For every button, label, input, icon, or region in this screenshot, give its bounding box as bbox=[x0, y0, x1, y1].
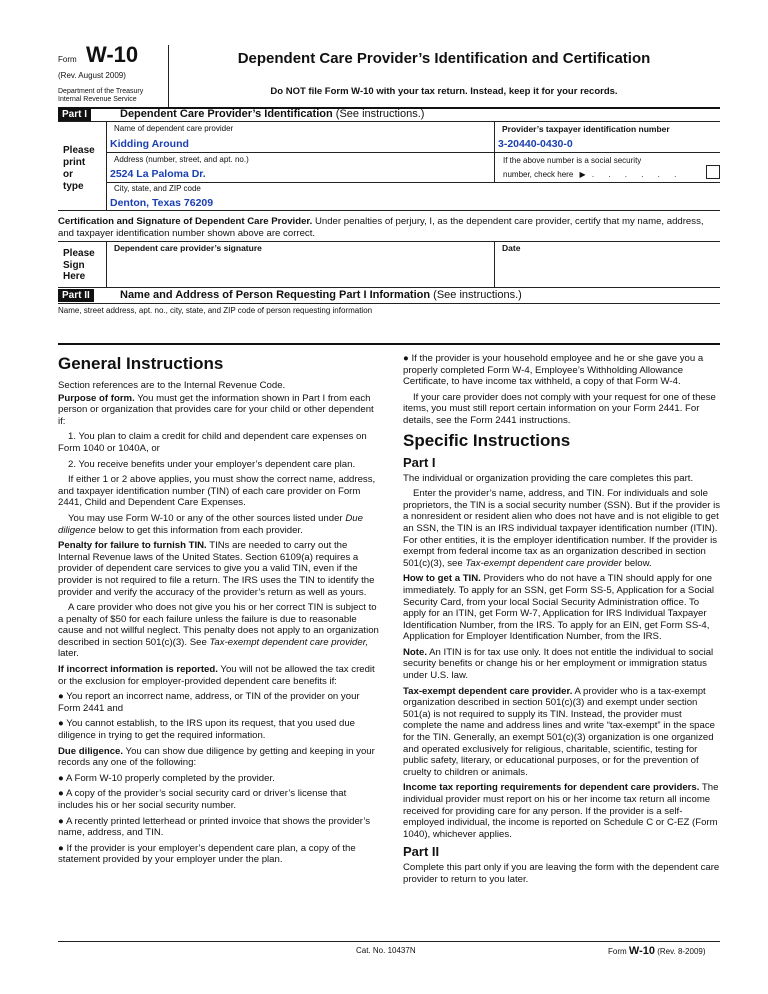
date-column-border bbox=[494, 241, 495, 287]
note-heading: Note. bbox=[403, 646, 427, 658]
date-label: Date bbox=[502, 243, 521, 253]
paragraph-text: below. bbox=[624, 557, 652, 569]
part1-title-note: (See instructions.) bbox=[335, 108, 425, 120]
purpose-heading: Purpose of form. bbox=[58, 392, 135, 404]
arrow-right-icon: ▶ bbox=[579, 170, 586, 179]
form-instruction: Do NOT file Form W-10 with your tax return. Instead, keep it for your records. bbox=[270, 86, 618, 97]
signature-field[interactable] bbox=[108, 256, 492, 286]
bullet-text: A recently printed letterhead or printed invoice that shows the provider’s name, address, and TIN. bbox=[58, 815, 371, 839]
right-instructions-column bbox=[403, 353, 723, 890]
part2-title-note: (See instructions.) bbox=[433, 289, 522, 301]
sign-left-border bbox=[106, 241, 107, 287]
bullet-text: If the provider is your household employee and he or she gave you a properly completed Form W-4, Employee’s Withholding Allowance Certificate, to have income tax withheld, a copy of that Form W-4. bbox=[403, 353, 704, 388]
part2-title-text: Name and Address of Person Requesting Part I Information bbox=[120, 289, 431, 301]
provider-address-field[interactable]: 2524 La Paloma Dr. bbox=[110, 168, 206, 180]
please-print-line: Please bbox=[63, 145, 95, 156]
sign-bottom-rule bbox=[58, 287, 720, 288]
due-diligence-heading: Due diligence. bbox=[58, 745, 124, 757]
certification-heading: Certification and Signature of Dependent Care Provider. bbox=[58, 216, 313, 227]
bullet-text: You report an incorrect name, address, or TIN of the provider on your Form 2441 and bbox=[58, 691, 360, 714]
part1-bottom-rule bbox=[58, 210, 720, 211]
ssn-note-line2 bbox=[503, 170, 682, 179]
please-print-line: print bbox=[63, 157, 86, 168]
incorrect-heading: If incorrect information is reported. bbox=[58, 664, 218, 676]
paragraph: Complete this part only if you are leaving the form with the dependent care provider to return to you later. bbox=[403, 862, 720, 885]
specific-instructions-heading: Specific Instructions bbox=[403, 430, 571, 450]
general-instructions-heading: General Instructions bbox=[58, 354, 224, 373]
paragraph-text: You may use Form W-10 or any of the other sources listed under bbox=[68, 512, 343, 524]
paragraph bbox=[403, 573, 723, 643]
bullet-item: ● You cannot establish, to the IRS upon its request, that you used due diligence in trying to get the required information. bbox=[58, 718, 356, 742]
date-field[interactable] bbox=[498, 256, 718, 286]
bullet-item: ● A copy of the provider’s social security card or driver’s license that includes his or her social security number. bbox=[58, 788, 347, 811]
revision-date: (Rev. August 2009) bbox=[58, 71, 126, 80]
field-rule bbox=[494, 152, 720, 153]
bullet-item: ● A Form W-10 properly completed by the provider. bbox=[58, 772, 275, 784]
footer-form-id bbox=[608, 945, 706, 957]
please-sign-line: Please bbox=[63, 248, 95, 259]
part1-badge: Part I bbox=[58, 108, 91, 121]
part2-title bbox=[120, 289, 522, 301]
paragraph-text: A provider who is a tax-exempt organization described in section 501(c)(3) and exempt under section 501(a) is not required to supply its TIN. Instead, the provider must complete the name and address lines and write “tax-exempt” in the space for the TIN. Generally, an exempt 501(c)(3) organization is one organized and operated exclusively for religious, charitable, scientific, testing for public safety, literary, or educational purposes, or for the prevention of cruelty to children or animals. bbox=[403, 685, 715, 778]
bullet-item: ● If the provider is your employer’s dependent care plan, a copy of the statement provided by your employer under the plan. bbox=[58, 842, 356, 866]
list-item: 1. You plan to claim a credit for child and dependent care expenses on Form 1040 or 1040A, or bbox=[58, 431, 367, 454]
paragraph bbox=[403, 782, 723, 840]
provider-name-field[interactable]: Kidding Around bbox=[110, 138, 189, 150]
agency-line-2: Internal Revenue Service bbox=[58, 96, 137, 103]
provider-city-label: City, state, and ZIP code bbox=[114, 184, 201, 193]
part1-title bbox=[120, 108, 424, 120]
reporting-heading: Income tax reporting requirements for dependent care providers. bbox=[403, 782, 700, 794]
part1-rule bbox=[58, 121, 720, 122]
part2-rule bbox=[58, 303, 720, 304]
left-instructions-column bbox=[58, 352, 380, 870]
part2-instructions-heading: Part II bbox=[403, 844, 440, 860]
part1-title-text: Dependent Care Provider’s Identification bbox=[120, 108, 333, 120]
paragraph-text: below to get this information from each provider. bbox=[98, 524, 303, 536]
footer-form-number: W-10 bbox=[628, 945, 655, 957]
please-print-line: or bbox=[63, 169, 73, 180]
paragraph-italic: Tax-exempt dependent care provider, bbox=[209, 636, 369, 648]
signature-label: Dependent care provider’s signature bbox=[114, 243, 262, 253]
paragraph-text: A care provider who does not give you his or her correct TIN is subject to a penalty of $50 for each failure unless the failure is due to reasonable cause and not willful neglect. This penalty does not apply to an organization described in section 501(c)(3). See bbox=[58, 602, 379, 648]
footer-revision: (Rev. 8-2009) bbox=[657, 947, 706, 956]
bullet-text: If the provider is your employer’s dependent care plan, a copy of the statement provided by your employer under the plan. bbox=[58, 842, 356, 866]
provider-address-label: Address (number, street, and apt. no.) bbox=[114, 155, 249, 164]
please-sign-label bbox=[63, 248, 95, 283]
ssn-checkbox[interactable] bbox=[706, 165, 720, 179]
tin-label: Provider’s taxpayer identification number bbox=[502, 124, 670, 134]
part1-instructions-heading: Part I bbox=[403, 454, 436, 470]
paragraph-text: The individual provider must report on his or her income tax return all income received for providing care for any person. If the provider is a self-employed individual, the income is reported on Schedule C or C-EZ (Form 1040), whichever applies. bbox=[403, 782, 719, 840]
paragraph bbox=[403, 488, 723, 569]
paragraph bbox=[58, 513, 380, 536]
agency-line-1: Department of the Treasury bbox=[58, 88, 144, 95]
part1-left-border bbox=[106, 121, 107, 210]
paragraph-text: You must get the information shown in Part I from each person or organization that provides care for your child or other dependent if: bbox=[58, 392, 374, 427]
footer-form-word: Form bbox=[608, 947, 627, 956]
paragraph-italic: Due diligence bbox=[58, 512, 363, 536]
part2-badge: Part II bbox=[58, 289, 94, 302]
catalog-number: Cat. No. 10437N bbox=[356, 946, 416, 955]
ssn-note-text: number, check here bbox=[503, 170, 574, 179]
certification-text: Under penalties of perjury, I, as the dependent care provider, certify that my name, address, and taxpayer identification number shown above are correct. bbox=[58, 216, 704, 239]
paragraph: The individual or organization providing the care completes this part. bbox=[403, 472, 694, 484]
paragraph-text: later. bbox=[58, 648, 79, 660]
leader-dots: . . . . . . bbox=[591, 170, 683, 179]
tin-field[interactable]: 3-20440-0430-0 bbox=[498, 138, 573, 150]
form-number: W-10 bbox=[86, 42, 139, 67]
provider-city-field[interactable]: Denton, Texas 76209 bbox=[110, 197, 214, 209]
paragraph-text: Providers who do not have a TIN should apply for one immediately. To apply for an SSN, get Form SS-5, Application for a Social Security Card, from your local Social Security Administration office. To apply for an ITIN, get Form W-7, Application for IRS Individual Taxpayer Identification Number, from the IRS. To apply for an EIN, get Form SS-4, Application for Employer Identification Number, from the IRS. bbox=[403, 573, 715, 643]
paragraph bbox=[58, 602, 380, 660]
list-item: 2. You receive benefits under your employer’s dependent care plan. bbox=[68, 458, 356, 470]
bullet-item: ● If the provider is your household employee and he or she gave you a properly completed Form W-4, Employee’s Withholding Allowance Certificate, to have income tax withheld, a copy of that Form W-4. bbox=[403, 353, 704, 388]
paragraph-italic: Tax-exempt dependent care provider bbox=[465, 557, 622, 569]
paragraph: If either 1 or 2 above applies, you must show the correct name, address, and taxpayer identification number (TIN) of each care provider on Form 2441, Child and Dependent Care Expenses. bbox=[58, 474, 376, 509]
paragraph-text: You can show due diligence by getting and keeping in your records any one of the following: bbox=[58, 745, 375, 769]
paragraph bbox=[403, 647, 723, 682]
paragraph-text: You will not be allowed the tax credit or the exclusion for employer-provided dependent care benefits if: bbox=[58, 664, 375, 687]
footer-rule bbox=[58, 941, 720, 942]
ssn-note-line1: If the above number is a social security bbox=[503, 156, 642, 165]
paragraph bbox=[58, 540, 380, 598]
please-sign-line: Sign bbox=[63, 259, 85, 271]
field-rule bbox=[106, 182, 720, 183]
part2-bottom-rule bbox=[58, 343, 720, 345]
certification-rule bbox=[58, 241, 720, 242]
certification-statement bbox=[58, 216, 720, 240]
paragraph bbox=[58, 393, 380, 428]
tax-exempt-heading: Tax-exempt dependent care provider. bbox=[403, 685, 573, 697]
bullet-text: A copy of the provider’s social security card or driver’s license that includes his or her social security number. bbox=[58, 788, 347, 811]
paragraph-text: Enter the provider’s name, address, and TIN. For individuals and sole proprietors, the TIN is a social security number (SSN). But if the provider is a nonresident or resident alien who does not have and is not eligible to get an SSN, the TIN is an IRS individual taxpayer identification number (ITIN). For other entities, it is the employer identification number. If the provider is exempt from federal income tax as an organization described in section 501(c)(3), see bbox=[403, 488, 721, 569]
form-title: Dependent Care Provider’s Identification and Certification bbox=[237, 50, 651, 67]
paragraph-text: An ITIN is for tax use only. It does not entitle the individual to social security benefits or change his or her employment or immigration status under U.S. law. bbox=[403, 646, 714, 682]
paragraph: If your care provider does not comply with your request for one of these items, you must still report certain information on your Form 2441. For details, see the Form 2441 instructions. bbox=[403, 391, 716, 426]
bullet-item: ● A recently printed letterhead or printed invoice that shows the provider’s name, address, and TIN. bbox=[58, 815, 371, 839]
paragraph: Section references are to the Internal Revenue Code. bbox=[58, 380, 286, 391]
bullet-text: A Form W-10 properly completed by the provider. bbox=[65, 772, 275, 784]
form-label: Form bbox=[58, 55, 77, 64]
how-to-get-tin-heading: How to get a TIN. bbox=[403, 573, 481, 585]
please-sign-line: Here bbox=[63, 271, 86, 282]
please-print-label bbox=[63, 145, 95, 193]
provider-name-label: Name of dependent care provider bbox=[114, 124, 234, 133]
bullet-text: You cannot establish, to the IRS upon its request, that you used due diligence in trying to get the required information. bbox=[58, 718, 356, 742]
bullet-item: ● You report an incorrect name, address, or TIN of the provider on your Form 2441 and bbox=[58, 691, 360, 714]
paragraph-text: TINs are needed to carry out the Internal Revenue laws of the United States. Section 6109(a) requires a provider of dependent care services to give you a valid TIN, even if the provider is not required to file a return. The IRS uses the TIN to identify the provider and verify the accuracy of the provider’s return as well as yours. bbox=[58, 540, 375, 598]
please-print-line: type bbox=[63, 181, 84, 192]
requester-field[interactable] bbox=[58, 318, 720, 342]
field-rule bbox=[106, 152, 494, 153]
paragraph bbox=[403, 686, 723, 779]
part2-field-label: Name, street address, apt. no., city, state, and ZIP code of person requesting information bbox=[58, 306, 373, 315]
paragraph bbox=[58, 664, 380, 687]
paragraph bbox=[58, 746, 380, 769]
penalty-heading: Penalty for failure to furnish TIN. bbox=[58, 540, 207, 552]
